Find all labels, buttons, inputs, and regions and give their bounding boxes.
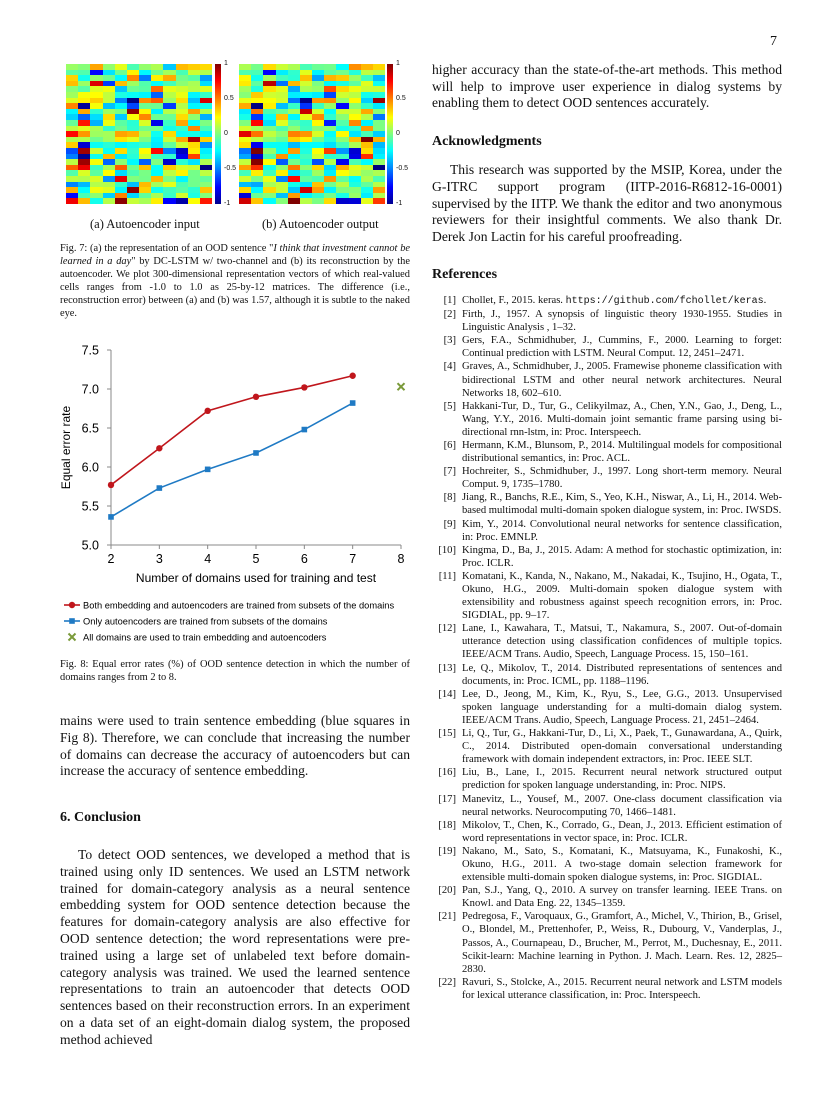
reference-body: Kingma, D., Ba, J., 2015. Adam: A method for stochastic optimization, in: Proc. ICLR.: [462, 544, 782, 569]
colorbar-a: [215, 64, 221, 204]
data-point-circle: [349, 373, 355, 379]
reference-item: [432, 910, 782, 975]
reference-body: Lee, D., Jeong, M., Kim, K., Ryu, S., Lee, G.G., 2013. Unsupervised spoken language understanding for a multi-domain dialog system. IEEE/ACM Trans. Audio, Speech, Language Process. 21, 2451–2464.: [462, 688, 782, 726]
reference-body: Hochreiter, S., Schmidhuber, J., 1997. Long short-term memory. Neural Comput. 9, 1735–1780.: [462, 466, 782, 491]
reference-text: [462, 910, 782, 975]
reference-item: [432, 727, 782, 766]
reference-number: [2]: [443, 309, 456, 321]
reference-item: [432, 766, 782, 792]
reference-text: [462, 334, 782, 360]
data-point-square: [253, 450, 259, 456]
colorbar-tick-label: 0.5: [396, 95, 406, 102]
colorbar-tick-label: 0: [224, 130, 228, 137]
right-column: [432, 62, 782, 1002]
legend-label: Only autoencoders are trained from subsets of the domains: [83, 616, 328, 627]
reference-number: [5]: [443, 400, 456, 412]
references-heading: References: [432, 267, 498, 283]
heatmap-cell: [200, 198, 212, 204]
reference-body: Chollet, F., 2015. keras.: [462, 294, 566, 306]
reference-number: [19]: [438, 845, 456, 857]
reference-item: [432, 622, 782, 661]
reference-number: [15]: [438, 728, 456, 740]
y-tick-label: 7.0: [81, 382, 99, 397]
reference-text: [462, 766, 782, 792]
reference-text: [462, 400, 782, 439]
eer-line-chart: [40, 335, 420, 655]
series-line-square: [111, 403, 353, 517]
heatmap-cell: [78, 198, 90, 204]
caption-text: " by DC-LSTM w/ two-channel and (b) its reconstruction by the autoencoder. We plot 300-dimensional representation vectors of which real-valued cells ranges from -1.0 to 1.0 as 25-by-12 matrices. The difference (i.e., reconstruction error) between (a) and (b) was 1.57, although it is subtle to the naked eye.: [60, 255, 410, 319]
x-axis-label: Number of domains used for training and test: [135, 571, 377, 585]
data-point-square: [157, 485, 163, 491]
reference-text: [462, 976, 782, 1002]
y-tick-label: 6.5: [81, 421, 99, 436]
conclusion-heading: 6. Conclusion: [60, 810, 141, 826]
reference-text: [462, 360, 782, 399]
colorbar-tick-label: -1: [396, 200, 403, 207]
x-tick-label: 2: [107, 552, 115, 566]
reference-number: [18]: [438, 819, 456, 831]
heatmap-autoencoder-output: [239, 64, 385, 204]
reference-item: [432, 308, 782, 334]
left-column: [60, 713, 410, 1049]
reference-body: Pan, S.J., Yang, Q., 2010. A survey on transfer learning. IEEE Trans. on Knowl. and Data Eng. 22, 1345–1359.: [462, 885, 782, 910]
reference-list: [432, 294, 782, 1002]
data-point-square: [108, 514, 114, 520]
heatmap-cell: [176, 198, 188, 204]
reference-text: [462, 845, 782, 884]
reference-text: [462, 622, 782, 661]
colorbar-tick-label: 0: [396, 130, 400, 137]
y-axis-label: Equal error rate: [59, 405, 73, 490]
legend-label: All domains are used to train embedding and autoencoders: [83, 632, 327, 643]
colorbar-tick-label: 1: [396, 60, 400, 67]
reference-text: [462, 294, 782, 308]
x-tick-label: 7: [349, 552, 357, 566]
reference-text: [462, 884, 782, 910]
reference-item: [432, 884, 782, 910]
reference-number: [10]: [438, 544, 456, 556]
y-tick-label: 6.0: [81, 460, 99, 475]
colorbar-a-ticks: [224, 60, 238, 208]
reference-number: [21]: [438, 911, 456, 923]
heatmap-cell: [103, 198, 115, 204]
reference-number: [16]: [438, 767, 456, 779]
data-point-square: [205, 467, 211, 473]
reference-body: Gers, F.A., Schmidhuber, J., Cummins, F., 2000. Learning to forget: Continual prediction with LSTM. Neural Comput. 12, 2451–2471.: [462, 335, 782, 360]
heatmap-cell: [336, 198, 348, 204]
reference-item: [432, 465, 782, 491]
reference-number: [1]: [443, 294, 456, 306]
reference-item: [432, 400, 782, 439]
acknowledgments-heading: Acknowledgments: [432, 133, 542, 149]
colorbar-tick-label: 0.5: [224, 95, 234, 102]
conclusion-paragraph: To detect OOD sentences, we developed a method that is trained using only ID sentences. We used an LSTM network trained for domain-category analysis as a neural sentence embedding system for OOD sentence detection because the features for domain-category analysis are also effective for OOD sentence detection; the word representations were pre-trained using a large set of unlabeled text before domain-category analysis was trained. We used the learned sentence representations to train an autoencoder that detects OOD sentences based on their reconstruction errors. In an experiment on a data set of an eight-domain dialog system, the proposed method achieved: [60, 846, 410, 1047]
reference-body: Kim, Y., 2014. Convolutional neural networks for sentence classification, in: Proc. EMNLP.: [462, 518, 782, 543]
x-tick-label: 5: [252, 552, 260, 566]
reference-body: Liu, B., Lane, I., 2015. Recurrent neural network structured output prediction for spoken language understanding, in: Proc. NIPS.: [462, 767, 782, 792]
reference-body: Komatani, K., Kanda, N., Nakano, M., Nakadai, K., Tsujino, H., Ogata, T., Okuno, H.G., 2009. Multi-domain spoken dialogue system with extensibility and robustness against speech recognition errors, in: Proc. SIGDIAL, pp. 9–17.: [462, 570, 782, 622]
figure-8-caption: Fig. 8: Equal error rates (%) of OOD sentence detection in which the number of domains ranges from 2 to 8.: [60, 659, 410, 683]
heatmap-cell: [349, 198, 361, 204]
colorbar-b-ticks: [396, 60, 410, 208]
data-point-circle: [301, 384, 307, 390]
heatmap-cell: [139, 198, 151, 204]
reference-number: [6]: [443, 439, 456, 451]
reference-item: [432, 976, 782, 1002]
y-tick-label: 5.5: [81, 499, 99, 514]
heatmap-cell: [127, 198, 139, 204]
reference-item: [432, 294, 782, 308]
reference-body: Manevitz, L., Yousef, M., 2007. One-class document classification via neural networks. Neurocomputing 70, 1466–1481.: [462, 793, 782, 818]
reference-text: [462, 727, 782, 766]
reference-text: [462, 439, 782, 465]
reference-body: Li, Q., Tur, G., Hakkani-Tur, D., Li, X., Paek, T., Gunawardana, A., Quirk, C., 2014. Distributed open-domain conversational understanding framework with domain independent extractors, in: Proc. IEEE SLT.: [462, 728, 782, 766]
heatmap-cell: [188, 198, 200, 204]
subcaption-b: (b) Autoencoder output: [262, 217, 379, 231]
reference-url[interactable]: https://github.com/fchollet/keras: [565, 295, 764, 307]
reference-text: [462, 518, 782, 544]
heatmap-cell: [251, 198, 263, 204]
heatmap-cell: [66, 198, 78, 204]
reference-number: [8]: [443, 492, 456, 504]
colorbar-tick-label: -0.5: [396, 165, 409, 172]
reference-item: [432, 793, 782, 819]
heatmap-cell: [276, 198, 288, 204]
reference-body: Graves, A., Schmidhuber, J., 2005. Framewise phoneme classification with bidirectional LSTM and other neural network architectures. Neural Networks 18, 602–610.: [462, 361, 782, 399]
reference-item: [432, 334, 782, 360]
heatmap-cell: [373, 198, 385, 204]
reference-item: [432, 518, 782, 544]
conclusion-continued: higher accuracy than the state-of-the-art methods. This method will help to improve user experience in dialog systems by enabling them to detect OOD sentences accurately.: [432, 62, 782, 111]
data-point-circle: [156, 445, 162, 451]
heatmap-cell: [361, 198, 373, 204]
data-point-circle: [108, 482, 114, 488]
reference-number: [7]: [443, 466, 456, 478]
reference-text: [462, 491, 782, 517]
data-point-circle: [253, 394, 259, 400]
reference-text: [462, 465, 782, 491]
reference-body: Mikolov, T., Chen, K., Corrado, G., Dean, J., 2013. Efficient estimation of word representations in vector space, in: Proc. ICLR.: [462, 819, 782, 844]
x-tick-label: 8: [397, 552, 405, 566]
reference-body: Hermann, K.M., Blunsom, P., 2014. Multilingual models for compositional distributional semantics, in: Proc. ACL.: [462, 439, 782, 465]
reference-number: [12]: [438, 623, 456, 635]
reference-number: [4]: [443, 361, 456, 373]
reference-body: Le, Q., Mikolov, T., 2014. Distributed representations of sentences and documents, in: Proc. ICML, pp. 1188–1196.: [462, 662, 782, 687]
legend-label: Both embedding and autoencoders are trained from subsets of the domains: [83, 600, 395, 611]
series-line-circle: [111, 376, 353, 485]
x-tick-label: 4: [204, 552, 212, 566]
heatmap-cell: [90, 198, 102, 204]
reference-number: [22]: [438, 976, 456, 988]
reference-punct: .: [763, 294, 767, 306]
figure-7-caption: [60, 243, 410, 320]
page-number: 7: [770, 34, 777, 49]
reference-item: [432, 662, 782, 688]
colorbar-b: [387, 64, 393, 204]
subcaption-a: (a) Autoencoder input: [90, 217, 200, 231]
data-point-x: [398, 383, 405, 390]
heatmap-cell: [239, 198, 251, 204]
reference-body: Jiang, R., Banchs, R.E., Kim, S., Yeo, K.H., Niswar, A., Li, H., 2014. Web-based multimodal multi-domain spoken dialogue system, in: Proc. IWSDS.: [462, 492, 782, 517]
reference-number: [14]: [438, 688, 456, 700]
reference-text: [462, 570, 782, 622]
reference-number: [13]: [438, 662, 456, 674]
heatmap-cell: [151, 198, 163, 204]
reference-body: Firth, J., 1957. A synopsis of linguistic theory 1930-1955. Studies in Linguistic Analysis , 1–32.: [462, 309, 782, 334]
heatmap-cell: [263, 198, 275, 204]
reference-item: [432, 544, 782, 570]
y-tick-label: 5.0: [81, 538, 99, 553]
reference-number: [11]: [438, 570, 456, 582]
heatmap-cell: [312, 198, 324, 204]
heatmap-cell: [115, 198, 127, 204]
reference-number: [9]: [443, 518, 456, 530]
heatmap-cell: [288, 198, 300, 204]
heatmap-cell: [300, 198, 312, 204]
reference-item: [432, 819, 782, 845]
reference-item: [432, 570, 782, 622]
reference-text: [462, 544, 782, 570]
colorbar-tick-label: -1: [224, 200, 231, 207]
reference-body: Pedregosa, F., Varoquaux, G., Gramfort, A., Michel, V., Thirion, B., Grisel, O., Blondel, M., Prettenhofer, P., Weiss, R., Dubourg, V., Vanderplas, J., Passos, A., Cournapeau, D., Brucher, M., Perrot, M., Duchesnay, E., 2011. Scikit-learn: Machine learning in Python. J. Mach. Learn. Res. 12, 2825–2830.: [462, 911, 782, 975]
reference-body: Ravuri, S., Stolcke, A., 2015. Recurrent neural network and LSTM models for lexical utterance classification, in: Proc. Interspeech.: [462, 976, 782, 1001]
heatmap-cell: [163, 198, 175, 204]
reference-text: [462, 688, 782, 727]
reference-item: [432, 688, 782, 727]
data-point-square: [350, 400, 356, 406]
reference-text: [462, 793, 782, 819]
reference-body: Lane, I., Kawahara, T., Matsui, T., Nakamura, S., 2007. Out-of-domain utterance detection using classification confidences of multiple topics. IEEE/ACM Trans. Audio, Speech, Language Process. 15, 150–161.: [462, 623, 782, 661]
data-point-circle: [204, 408, 210, 414]
reference-item: [432, 491, 782, 517]
legend-marker-circle: [69, 602, 75, 608]
colorbar-tick-label: -0.5: [224, 165, 237, 172]
reference-text: [462, 662, 782, 688]
heatmap-cell: [324, 198, 336, 204]
caption-text: Fig. 7: (a) the representation of an OOD sentence ": [60, 243, 274, 254]
reference-item: [432, 360, 782, 399]
colorbar-tick-label: 1: [224, 60, 228, 67]
reference-body: Hakkani-Tur, D., Tur, G., Celikyilmaz, A., Chen, Y.N., Gao, J., Deng, L., Wang, Y.Y., 2016. Multi-domain joint semantic frame parsing using bi-directional rnn-lstm, in: Proc. Interspeech.: [462, 400, 782, 438]
reference-text: [462, 819, 782, 845]
reference-number: [3]: [443, 335, 456, 347]
reference-item: [432, 439, 782, 465]
reference-text: [462, 308, 782, 334]
x-tick-label: 6: [300, 552, 308, 566]
reference-number: [17]: [438, 793, 456, 805]
heatmap-autoencoder-input: [66, 64, 212, 204]
reference-number: [20]: [438, 885, 456, 897]
y-tick-label: 7.5: [81, 343, 99, 358]
legend-marker-square: [69, 618, 75, 624]
results-paragraph: mains were used to train sentence embedding (blue squares in Fig 8). Therefore, we can conclude that increasing the number of domains can decrease the accuracy of autoencoders but can increase the accuracy of sentence embedding.: [60, 713, 410, 779]
x-tick-label: 3: [155, 552, 163, 566]
legend-marker-x: [69, 634, 76, 641]
data-point-square: [302, 427, 308, 433]
acknowledgments-paragraph: This research was supported by the MSIP, Korea, under the G-ITRC support program (IITP-2016-R6812-16-0001) supervised by the IITP. We thank the editor and two anonymous reviewers for their insightful comments. We also thank Dr. Derek Jon Lactin for his careful proofreading.: [432, 162, 782, 244]
reference-item: [432, 845, 782, 884]
reference-body: Nakano, M., Sato, S., Komatani, K., Matsuyama, K., Funakoshi, K., Okuno, H.G., 2011. A two-stage domain selection framework for extensible multi-domain spoken dialogue systems, in: Proc. SIGDIAL.: [462, 845, 782, 884]
caption-quote: I think that investment cannot be learned in a day: [60, 243, 411, 267]
